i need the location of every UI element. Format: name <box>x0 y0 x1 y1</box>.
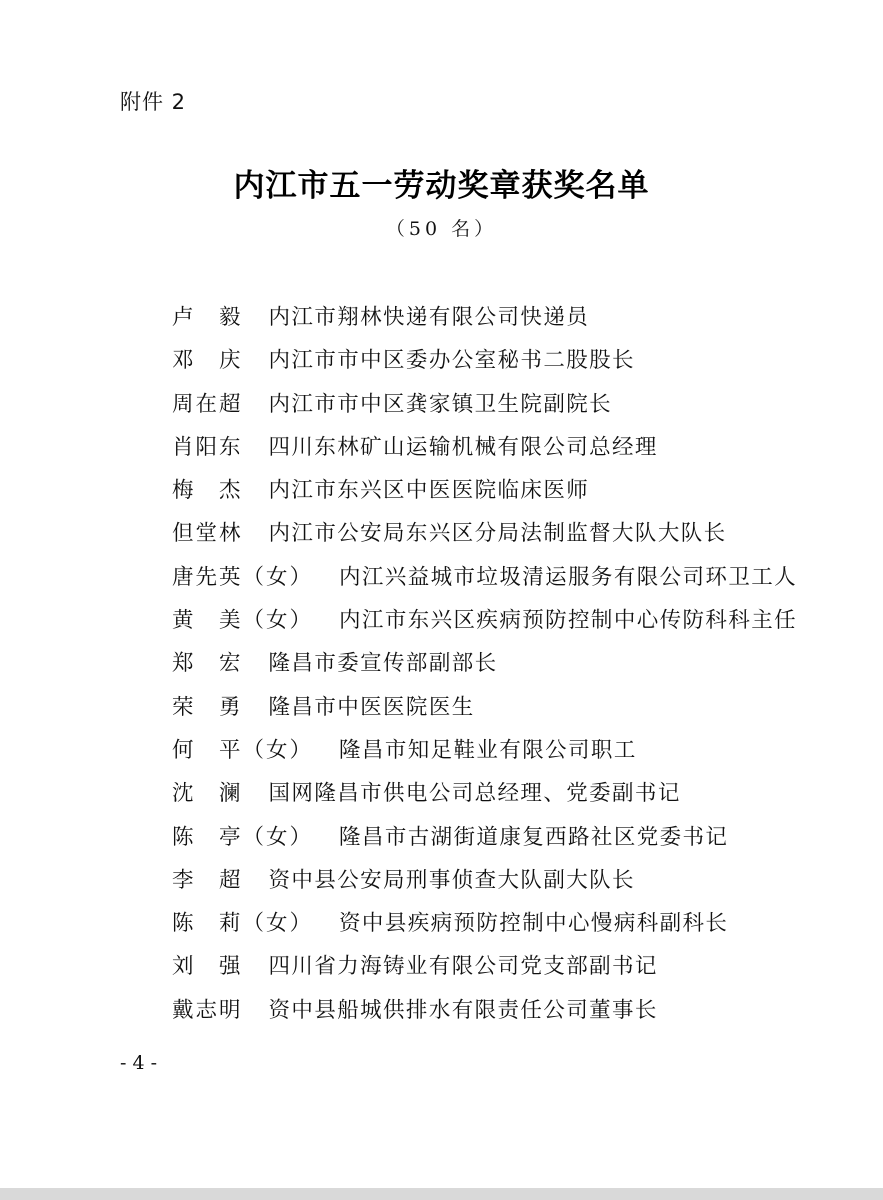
list-item <box>172 339 812 382</box>
awardee-organization: 四川省力海铸业有限公司党支部副书记 <box>268 954 658 980</box>
awardee-name: 陈 亭（女） <box>172 824 314 850</box>
list-item <box>172 902 812 945</box>
awardee-name: 黄 美（女） <box>172 608 314 634</box>
awardee-name: 郑 宏 <box>172 651 243 677</box>
awardee-name: 沈 澜 <box>172 781 243 807</box>
list-item <box>172 729 812 772</box>
awardee-organization: 内江市公安局东兴区分局法制监督大队大队长 <box>268 521 727 547</box>
awardee-name: 刘 强 <box>172 954 243 980</box>
awardee-organization: 内江兴益城市垃圾清运服务有限公司环卫工人 <box>339 564 798 590</box>
list-item <box>172 556 812 599</box>
attachment-label: 附件 2 <box>120 90 187 114</box>
list-item <box>172 686 812 729</box>
page-number: - 4 - <box>120 1052 158 1074</box>
awardee-organization: 隆昌市委宣传部副部长 <box>268 651 498 677</box>
page-bottom-edge <box>0 1188 883 1200</box>
list-item <box>172 469 812 512</box>
awardee-organization: 内江市翔林快递有限公司快递员 <box>268 305 590 330</box>
list-item <box>172 772 812 815</box>
awardee-organization: 国网隆昌市供电公司总经理、党委副书记 <box>268 781 681 807</box>
awardee-name: 戴志明 <box>172 997 243 1023</box>
list-item <box>172 296 812 339</box>
awardee-organization: 内江市东兴区中医医院临床医师 <box>268 478 590 504</box>
awardee-name: 何 平（女） <box>172 737 314 763</box>
list-item <box>172 816 812 859</box>
awardee-organization: 隆昌市中医医院医生 <box>268 694 475 720</box>
awardee-organization: 内江市市中区委办公室秘书二股股长 <box>268 348 635 374</box>
awardee-organization: 内江市东兴区疾病预防控制中心传防科科主任 <box>339 608 798 634</box>
awardee-name: 邓 庆 <box>172 348 243 374</box>
awardee-name: 陈 莉（女） <box>172 911 314 937</box>
list-item <box>172 642 812 685</box>
list-item <box>172 383 812 426</box>
awardee-organization: 资中县船城供排水有限责任公司董事长 <box>268 997 658 1023</box>
awardee-organization: 四川东林矿山运输机械有限公司总经理 <box>268 434 658 460</box>
awardee-name: 卢 毅 <box>172 305 243 330</box>
awardee-organization: 隆昌市古湖街道康复西路社区党委书记 <box>339 824 729 850</box>
list-item <box>172 599 812 642</box>
list-item <box>172 426 812 469</box>
page-subtitle: （50 名） <box>385 218 498 240</box>
list-item <box>172 945 812 988</box>
page-title: 内江市五一劳动奖章获奖名单 <box>233 168 650 204</box>
awardee-organization: 资中县公安局刑事侦查大队副大队长 <box>268 867 635 893</box>
awardee-list <box>172 296 812 1032</box>
awardee-name: 肖阳东 <box>172 434 243 460</box>
awardee-name: 梅 杰 <box>172 478 243 504</box>
awardee-name: 李 超 <box>172 867 243 893</box>
awardee-name: 唐先英（女） <box>172 564 314 590</box>
awardee-name: 但堂林 <box>172 521 243 547</box>
list-item <box>172 989 812 1032</box>
awardee-name: 荣 勇 <box>172 694 243 720</box>
awardee-organization: 内江市市中区龚家镇卫生院副院长 <box>268 391 613 417</box>
list-item <box>172 512 812 555</box>
awardee-organization: 资中县疾病预防控制中心慢病科副科长 <box>339 911 729 937</box>
awardee-name: 周在超 <box>172 391 243 417</box>
awardee-organization: 隆昌市知足鞋业有限公司职工 <box>339 737 637 763</box>
list-item <box>172 859 812 902</box>
